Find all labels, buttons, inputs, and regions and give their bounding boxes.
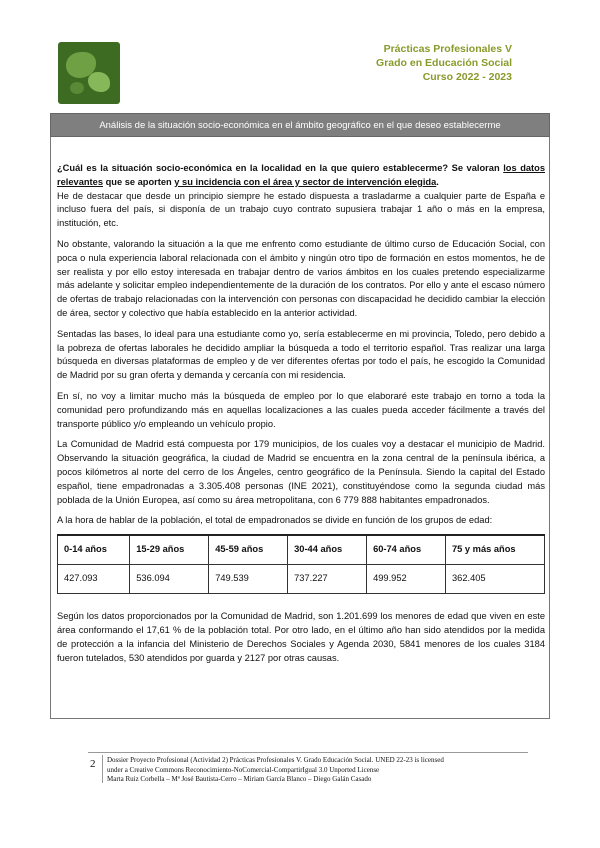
footer-line-1: Dossier Proyecto Profesional (Actividad 2) Prácticas Profesionales V. Grado Educación Social. UNED 22-23 is licensed	[107, 756, 444, 764]
footer-authors: Marta Ruiz Corbella – Mª José Bautista-Cerro – Miriam García Blanco – Diego Galán Casado	[107, 775, 372, 783]
table-header-cell: 45-59 años	[209, 535, 288, 565]
university-logo	[58, 42, 120, 104]
underlined-phrase-1: los datos relevantes	[57, 163, 545, 187]
table-row	[58, 565, 545, 594]
document-body	[57, 162, 545, 672]
license-footer	[107, 756, 527, 785]
table-cell: 427.093	[58, 565, 130, 594]
header-degree: Grado en Educación Social	[376, 57, 512, 69]
page-number: 2	[90, 758, 96, 770]
paragraph-4: En sí, no voy a limitar mucho más la búsqueda de empleo por lo que elaboraré este trabajo en torno a toda la comunidad pero profundizando más en aquellas localizaciones a las cuales pueda acceder fácilmente a través del transporte público y/o empleando un vehículo propio.	[57, 390, 545, 429]
document-header	[376, 42, 512, 84]
paragraph-2: No obstante, valorando la situación a la que me enfrento como estudiante de último curso de Educación Social, con poca o nula experiencia laboral relacionada con el ámbito y ningún otro tipo de formación en estos momentos, he de ser realista y por ello estoy interesada en trabajar dentro de varios ámbitos en los cuales pretendo especializarme más adelante y solicitar empleo independientemente de la duración de los contratos. Por ello y ante el escaso número de ofertas de trabajo relacionadas con la intervención con personas con discapacidad he decidido cambiar la elección de área, sector y colectivo que había establecido en la anterior actividad.	[57, 238, 545, 318]
paragraph-3: Sentadas las bases, lo ideal para una estudiante como yo, sería establecerme en mi provincia, Toledo, pero debido a la pobreza de ofertas laborales he decidido ampliar la búsqueda a todo el territorio español. Tras realizar una larga búsqueda en diversas plataformas de empleo y de ver diferentes ofertas por todo el país, he escogido la Comunidad de Madrid por su gran oferta y demanda y cercanía con mi residencia.	[57, 328, 545, 381]
table-cell: 362.405	[446, 565, 545, 594]
header-year: Curso 2022 - 2023	[422, 71, 512, 83]
table-header-cell: 30-44 años	[288, 535, 367, 565]
paragraph-1: He de destacar que desde un principio siempre he estado dispuesta a trasladarme a cualquier parte de España e incluso fuera del país, si disponía de un trabajo cuyo contrato supusiera trabajar 1 año o más en la empresa, institución, etc.	[57, 190, 545, 229]
paragraph-5: La Comunidad de Madrid está compuesta por 179 municipios, de los cuales voy a destacar el municipio de Madrid. Observando la situación geográfica, la ciudad de Madrid se encuentra en la zona central de la península ibérica, a pocos kilómetros al norte del cerro de los Ángeles, centro geográfico de la Península. Siendo la capital del Estado español, tiene empadronadas a 3.305.408 personas (INE 2021), constituyéndose como la segunda ciudad más poblada de la Unión Europea, así como su área metropolitana, con 6 779 888 habitantes empadronados.	[57, 439, 545, 505]
table-cell: 749.539	[209, 565, 288, 594]
page-number-divider	[102, 755, 103, 783]
table-cell: 737.227	[288, 565, 367, 594]
table-cell: 536.094	[130, 565, 209, 594]
paragraph-7: Según los datos proporcionados por la Comunidad de Madrid, son 1.201.699 los menores de edad que viven en este área conformando el 17,61 % de la población total. Por otro lado, en el último año han sido atendidos por la medida de protección a la infancia del Ministerio de Derechos Sociales y Agenda 2030, 5841 menores de los cuales 3184 fueron tutelados, 530 atendidos por guarda y 2127 por otras causas.	[57, 611, 545, 663]
population-age-table	[57, 534, 545, 594]
underlined-phrase-2: y su incidencia con el área y sector de intervención elegida	[174, 176, 437, 187]
paragraph-6: A la hora de hablar de la población, el total de empadronados se divide en función de los grupos de edad:	[57, 515, 493, 526]
table-header-row	[58, 535, 545, 565]
header-course-name: Prácticas Profesionales V	[383, 43, 512, 55]
table-cell: 499.952	[367, 565, 446, 594]
guiding-question: ¿Cuál es la situación socio-económica en la localidad en la que quiero establecerme? Se valoran los datos relevantes que se aporten y su incidencia con el área y sector de intervención elegida.	[57, 163, 545, 187]
table-header-cell: 0-14 años	[58, 535, 130, 565]
table-header-cell: 75 y más años	[446, 535, 545, 565]
table-header-cell: 15-29 años	[130, 535, 209, 565]
section-title: Análisis de la situación socio-económica en el ámbito geográfico en el que deseo establecerme	[50, 113, 550, 137]
footer-divider	[88, 752, 528, 753]
table-header-cell: 60-74 años	[367, 535, 446, 565]
footer-line-2: under a Creative Commons Reconocimiento-NoComercial-CompartirIgual 3.0 Unported License	[107, 765, 380, 774]
